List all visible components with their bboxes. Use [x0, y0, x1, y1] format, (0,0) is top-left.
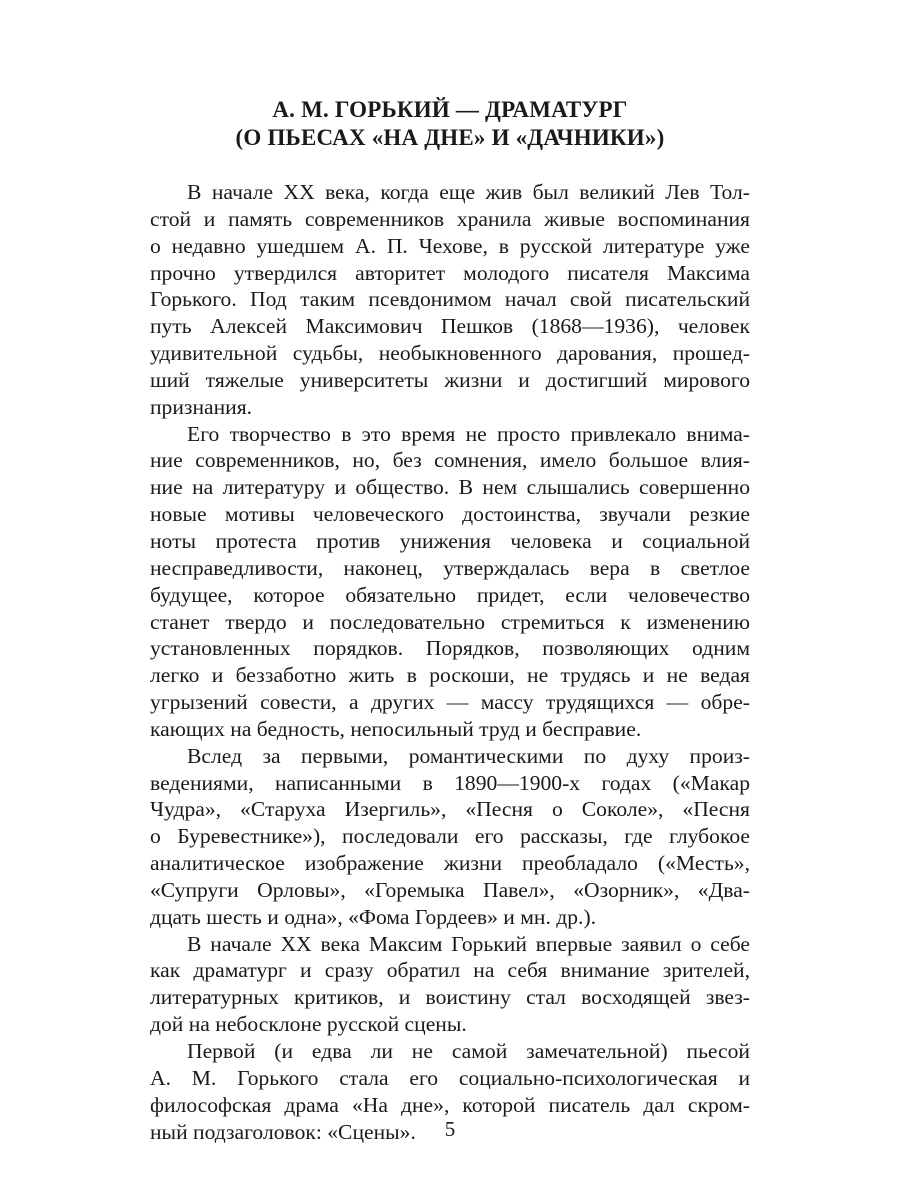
text-line: ный подзаголовок: «Сцены». [150, 1119, 416, 1144]
text-line: философская драма «На дне», которой писатель дал скром- [150, 1092, 750, 1117]
chapter-title [150, 96, 750, 152]
text-line: ноты протеста против унижения человека и социальной [150, 528, 750, 553]
text-line: литературных критиков, и воистину стал восходящей звез- [150, 985, 750, 1010]
paragraph [150, 743, 750, 931]
paragraph [150, 179, 750, 421]
text-line: В начале XX века Максим Горький впервые заявил о себе [187, 931, 750, 956]
text-line: путь Алексей Максимович Пешков (1868—1936), человек [150, 314, 750, 339]
page-number: 5 [444, 1117, 456, 1141]
text-line: Его творчество в это время не просто привлекало внима- [187, 421, 750, 446]
text-line: «Супруги Орловы», «Горемыка Павел», «Озорник», «Два- [150, 877, 750, 902]
paragraph [150, 421, 750, 743]
text-line: признания. [150, 394, 253, 419]
text-line: угрызений совести, а других — массу трудящихся — обре- [150, 690, 750, 715]
text-line: В начале XX века, когда еще жив был великий Лев Тол- [187, 180, 750, 204]
text-line: о Буревестнике»), последовали его рассказы, где глубокое [150, 824, 750, 849]
text-line: дцать шесть и одна», «Фома Гордеев» и мн. др.). [150, 904, 597, 929]
text-line: установленных порядков. Порядков, позволяющих одним [150, 636, 750, 661]
text-line: Чудра», «Старуха Изергиль», «Песня о Соколе», «Песня [150, 797, 750, 822]
chapter-title-line: А. М. ГОРЬКИЙ — ДРАМАТУРГ [272, 97, 628, 122]
text-line: как драматург и сразу обратил на себя внимание зрителей, [150, 958, 750, 983]
chapter-subtitle-line: (О ПЬЕСАХ «НА ДНЕ» И «ДАЧНИКИ») [235, 125, 665, 150]
text-line: новые мотивы человеческого достоинства, звучали резкие [150, 502, 750, 527]
text-line: Вслед за первыми, романтическими по духу произ- [187, 743, 750, 768]
text-line: удивительной судьбы, необыкновенного дарования, прошед- [150, 341, 750, 366]
text-line: несправедливости, наконец, утверждалась вера в светлое [150, 555, 750, 580]
text-line: Горького. Под таким псевдонимом начал свой писательский [150, 287, 750, 312]
text-line: о недавно ушедшем А. П. Чехове, в русской литературе уже [150, 233, 750, 258]
text-line: станет твердо и последовательно стремиться к изменению [150, 609, 750, 634]
text-line: аналитическое изображение жизни преобладало («Месть», [150, 851, 750, 876]
text-line: А. М. Горького стала его социально-психологическая и [150, 1065, 750, 1090]
text-line: стой и память современников хранила живые воспоминания [150, 206, 750, 231]
text-line: дой на небосклоне русской сцены. [150, 1012, 467, 1037]
text-line: кающих на бедность, непосильный труд и бесправие. [150, 716, 642, 741]
text-line: прочно утвердился авторитет молодого писателя Максима [150, 260, 750, 285]
body-text [150, 179, 750, 1145]
text-line: ние современников, но, без сомнения, имело большое влия- [150, 448, 750, 473]
text-line: ведениями, написанными в 1890—1900-х годах («Макар [150, 770, 750, 795]
text-line: ший тяжелые университеты жизни и достигший мирового [150, 367, 750, 392]
text-line: Первой (и едва ли не самой замечательной) пьесой [187, 1039, 750, 1063]
text-line: будущее, которое обязательно придет, если человечество [150, 582, 750, 607]
paragraph [150, 931, 750, 1038]
text-line: ние на литературу и общество. В нем слышались совершенно [150, 475, 750, 500]
text-line: легко и беззаботно жить в роскоши, не трудясь и не ведая [150, 663, 750, 688]
